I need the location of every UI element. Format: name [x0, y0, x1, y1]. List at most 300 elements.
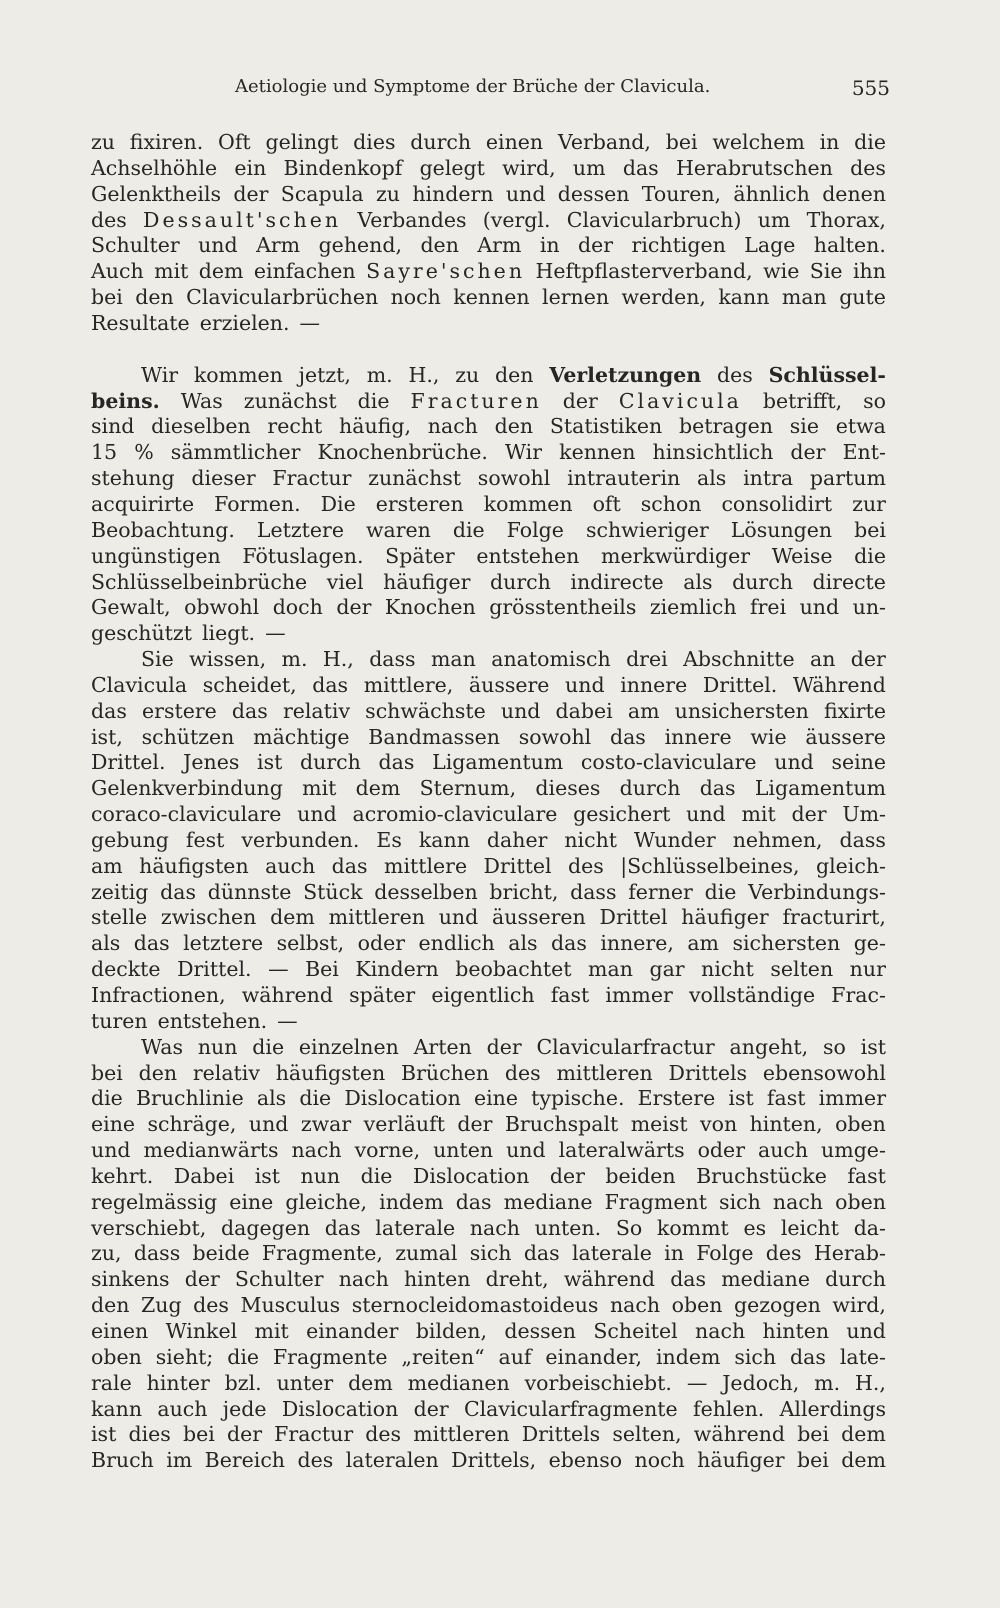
- word: m.: [366, 362, 393, 387]
- word: häufig,: [339, 414, 411, 439]
- word: kommen: [193, 362, 283, 387]
- word: Knochenbrüche.: [317, 440, 488, 465]
- word: Bruch: [91, 1448, 154, 1473]
- text-line: [91, 750, 886, 776]
- word: hinter: [146, 1370, 210, 1395]
- word: äusseren: [492, 905, 586, 930]
- word: dreht,: [485, 1267, 549, 1292]
- word: jede: [222, 1396, 267, 1421]
- word: sich: [719, 1189, 761, 1214]
- word: nicht: [564, 827, 618, 852]
- word: zu: [91, 130, 116, 154]
- word: die: [704, 879, 737, 904]
- word: zeitig: [91, 879, 149, 904]
- word: gute: [839, 285, 886, 310]
- word: Schlüsselbeinbrüche: [91, 569, 308, 594]
- word: Bruchlinie: [135, 1086, 244, 1111]
- word: Oft: [218, 130, 251, 154]
- word: schwächste: [365, 698, 486, 723]
- text-line: [91, 1086, 886, 1112]
- word: obwohl: [184, 595, 260, 620]
- word: mit: [154, 259, 189, 284]
- word: oder: [697, 1138, 745, 1163]
- word: daher: [486, 827, 548, 852]
- word: sinkens: [91, 1267, 170, 1292]
- word: als: [683, 569, 713, 594]
- word: werden,: [621, 285, 706, 310]
- word: Sayre'schen: [366, 259, 526, 284]
- word: verschiebt,: [91, 1215, 207, 1240]
- word: dieses: [535, 776, 601, 801]
- word: und: [500, 698, 541, 723]
- word: Beobachtung.: [91, 517, 235, 542]
- word: am: [91, 853, 123, 878]
- word: dass: [839, 827, 886, 852]
- word: H.,: [855, 1370, 886, 1395]
- word: beobachtet: [455, 957, 572, 982]
- word: Dislocation: [344, 1086, 461, 1111]
- word: innere: [620, 672, 688, 697]
- word: ähnlich: [733, 181, 810, 206]
- word: gar: [649, 957, 685, 982]
- word: halten.: [813, 233, 886, 258]
- word: Erstere: [637, 1086, 716, 1111]
- word: der: [850, 647, 886, 672]
- word: von: [700, 1112, 738, 1137]
- word: kann: [418, 827, 470, 852]
- word: eine: [229, 1189, 274, 1214]
- word: Schulter: [91, 233, 180, 258]
- word: Fractur: [274, 1422, 354, 1447]
- word: vorbeischiebt.: [524, 1370, 672, 1395]
- word: und: [799, 595, 840, 620]
- word: der: [184, 1267, 220, 1292]
- word: und: [91, 1138, 131, 1163]
- word: hindern: [412, 181, 494, 206]
- text-line: [91, 337, 886, 363]
- word: Wunder: [634, 827, 716, 852]
- word: ist: [91, 1422, 117, 1447]
- word: m.: [814, 1370, 841, 1395]
- word: dieser: [191, 466, 256, 491]
- word: desselben: [374, 879, 478, 904]
- word: das: [622, 155, 659, 180]
- text-line: [91, 854, 886, 880]
- word: Achselhöhle: [91, 155, 218, 180]
- word: Bandmassen: [368, 724, 500, 749]
- word: die: [357, 388, 390, 413]
- word: unter: [276, 1370, 334, 1395]
- word: des: [765, 1241, 802, 1266]
- word: und: [846, 1318, 886, 1343]
- word: Dessault'schen: [143, 207, 342, 232]
- word: das: [312, 672, 349, 697]
- word: Drittel: [599, 905, 668, 930]
- word: sich: [469, 1241, 512, 1266]
- word: durch: [410, 130, 472, 154]
- text-line: [91, 957, 886, 983]
- word: doch: [272, 595, 323, 620]
- text-line: [91, 389, 886, 415]
- text-line: [91, 647, 886, 673]
- word: mächtige: [253, 724, 350, 749]
- word: anatomisch: [491, 647, 611, 672]
- word: Allerdings: [779, 1396, 886, 1421]
- word: die: [854, 543, 886, 568]
- running-title: Aetiologie und Symptome der Brüche der Clavicula.: [235, 76, 711, 97]
- word: Arm: [256, 233, 301, 258]
- text-line: [91, 1293, 886, 1319]
- word: bei: [182, 1422, 215, 1447]
- word: denen: [822, 181, 886, 206]
- word: der: [549, 1163, 585, 1188]
- text-line: [91, 725, 886, 751]
- word: und: [198, 233, 238, 258]
- word: angeht,: [729, 1034, 809, 1059]
- word: gehend,: [318, 233, 402, 258]
- word: sämmtlicher: [170, 440, 301, 465]
- word: das: [324, 1215, 361, 1240]
- word: dem: [198, 259, 244, 284]
- word: der: [578, 233, 614, 258]
- word: Herab-: [813, 1241, 886, 1266]
- text-line: [91, 828, 886, 854]
- word: nach: [772, 1189, 824, 1214]
- word: des: [504, 1060, 541, 1085]
- text-line: [91, 673, 886, 699]
- word: indem: [379, 1189, 444, 1214]
- word: immer: [818, 1086, 886, 1111]
- word: zu: [455, 362, 480, 387]
- word: kann: [91, 1396, 143, 1421]
- word: Arten: [413, 1034, 472, 1059]
- text-line: [91, 1448, 886, 1474]
- word: auch: [757, 1138, 809, 1163]
- word: %: [134, 440, 154, 465]
- word: Verbandes: [357, 207, 467, 232]
- word: Wir: [504, 440, 543, 465]
- word: so: [863, 388, 886, 413]
- word: mediane: [721, 1267, 811, 1292]
- word: bzl.: [224, 1370, 262, 1395]
- word: leicht: [780, 1215, 839, 1240]
- word: oben: [835, 1189, 886, 1214]
- word: als: [91, 931, 121, 956]
- word: sowohl: [518, 724, 592, 749]
- word: Um-: [842, 802, 886, 827]
- word: costo-claviculare: [580, 750, 757, 775]
- word: häufigsten: [139, 853, 249, 878]
- word: Infractionen,: [91, 983, 226, 1007]
- word: Clavicularbrüchen: [186, 285, 379, 310]
- text-line: [91, 570, 886, 596]
- word: —: [265, 621, 286, 646]
- word: mittleren: [328, 905, 425, 930]
- word: Scheitel: [593, 1318, 678, 1343]
- word: Ligamentum: [754, 776, 886, 801]
- word: Drittel.: [91, 750, 166, 775]
- word: die: [91, 1086, 123, 1111]
- word: fracturirt,: [782, 905, 886, 930]
- word: Bruchstücke: [696, 1163, 827, 1188]
- word: als: [697, 466, 727, 491]
- word: drei: [626, 647, 668, 672]
- word: fest: [185, 827, 225, 852]
- word: in: [539, 233, 560, 258]
- word: die: [227, 1344, 260, 1369]
- word: hinten: [762, 1318, 830, 1343]
- text-line: [91, 1319, 886, 1345]
- text-line: [91, 311, 886, 337]
- word: am: [627, 698, 660, 723]
- word: laterale: [571, 1241, 652, 1266]
- text-line: [91, 208, 886, 234]
- text-line: [91, 1216, 886, 1242]
- word: wissen,: [189, 647, 267, 672]
- word: Herabrutschen: [675, 155, 833, 180]
- word: ist,: [91, 724, 123, 749]
- word: nicht: [701, 957, 754, 982]
- word: Fragmente,: [261, 1241, 383, 1266]
- word: und: [248, 1112, 289, 1137]
- word: Touren,: [641, 181, 722, 206]
- text-line: [91, 802, 886, 828]
- word: erstere: [142, 698, 217, 723]
- word: sich: [734, 1344, 777, 1369]
- text-line: [91, 259, 886, 285]
- word: Formen.: [214, 491, 301, 516]
- word: Weise: [771, 543, 833, 568]
- word: innere: [664, 724, 732, 749]
- word: Brüchen: [401, 1060, 490, 1085]
- word: kennen: [453, 285, 530, 310]
- word: Verband,: [557, 130, 651, 154]
- word: coraco-claviculare: [91, 802, 282, 827]
- word: eigentlich: [431, 983, 535, 1007]
- word: liegt.: [201, 621, 256, 646]
- word: schräge,: [147, 1112, 237, 1137]
- word: Schulter: [234, 1267, 324, 1292]
- word: innere,: [600, 931, 674, 956]
- word: das: [699, 776, 736, 801]
- word: mittlere: [384, 853, 468, 878]
- text-line: [91, 1267, 886, 1293]
- word: ist: [860, 1034, 886, 1059]
- text-line: [91, 156, 886, 182]
- word: schon: [640, 491, 702, 516]
- word: (vergl.: [482, 207, 551, 232]
- word: kommen: [483, 491, 573, 516]
- word: dies: [128, 1422, 171, 1447]
- word: —: [299, 310, 321, 335]
- word: einzelnen: [298, 1034, 399, 1059]
- text-line: [91, 466, 886, 492]
- word: der: [486, 1034, 522, 1059]
- word: zur: [852, 491, 886, 516]
- text-line: [91, 1371, 886, 1397]
- word: das: [133, 931, 170, 956]
- word: Dislocation: [281, 1396, 399, 1421]
- word: der: [791, 802, 827, 827]
- word: scheidet,: [202, 672, 297, 697]
- word: Folge: [696, 1241, 754, 1266]
- word: der: [226, 1422, 263, 1447]
- word: zu: [375, 181, 400, 206]
- word: den: [135, 285, 174, 310]
- word: äussere: [805, 724, 886, 749]
- word: zunächst: [368, 466, 462, 491]
- word: und: [565, 672, 605, 697]
- text-line: [91, 1345, 886, 1371]
- word: ihn: [852, 259, 886, 284]
- word: Lage: [744, 233, 796, 258]
- word: so: [822, 1034, 846, 1059]
- word: Drittel.: [177, 957, 252, 982]
- word: Bei: [305, 957, 339, 982]
- word: Sie: [141, 647, 174, 672]
- word: —: [277, 1008, 298, 1033]
- word: sowohl: [477, 466, 551, 491]
- word: ferner: [628, 879, 693, 904]
- word: directe: [812, 569, 886, 594]
- word: der: [457, 1112, 493, 1137]
- word: Gewalt,: [91, 595, 171, 620]
- word: häufiger: [383, 569, 471, 594]
- word: oft: [592, 491, 621, 516]
- word: in: [819, 130, 840, 154]
- word: stehung: [91, 466, 175, 491]
- word: einfachen: [253, 259, 356, 284]
- word: das: [455, 1189, 492, 1214]
- word: Stück: [303, 879, 363, 904]
- word: die: [854, 130, 886, 154]
- word: fehlen.: [692, 1396, 765, 1421]
- word: Heftpflasterverband,: [535, 259, 753, 284]
- word: Jenes: [183, 750, 240, 775]
- body-text: [91, 130, 886, 1474]
- word: Ligamentum: [432, 750, 564, 775]
- word: Auch: [91, 259, 144, 284]
- word: bricht,: [489, 879, 559, 904]
- word: dem: [841, 1448, 886, 1473]
- word: dem: [355, 776, 401, 801]
- word: des: [91, 207, 127, 232]
- word: Clavicula: [618, 388, 742, 413]
- word: sieht;: [155, 1344, 214, 1369]
- word: dem: [348, 1370, 393, 1395]
- word: im: [166, 1448, 193, 1473]
- word: Sternum,: [419, 776, 517, 801]
- word: hinsichtlich: [652, 440, 774, 465]
- word: durch: [619, 776, 681, 801]
- word: Resultate: [91, 310, 190, 335]
- word: Zug: [141, 1293, 182, 1318]
- word: Clavicularbruch): [566, 207, 742, 232]
- word: dieselben: [151, 414, 251, 439]
- word: das: [523, 1241, 560, 1266]
- word: Fragmente: [272, 1344, 388, 1369]
- word: selten: [770, 957, 834, 982]
- word: meist: [630, 1112, 688, 1137]
- word: des: [297, 1448, 334, 1473]
- word: äussere: [468, 672, 550, 697]
- word: nur: [849, 957, 886, 982]
- word: einen: [485, 130, 544, 154]
- word: man: [588, 957, 633, 982]
- word: des: [717, 362, 753, 387]
- word: unten: [433, 1138, 494, 1163]
- word: dass: [570, 879, 617, 904]
- word: Dabei: [173, 1163, 235, 1188]
- word: das: [550, 931, 587, 956]
- word: als: [508, 931, 538, 956]
- word: Verletzungen: [549, 362, 702, 387]
- word: lateralwärts: [558, 1138, 685, 1163]
- word: mediane: [503, 1189, 593, 1214]
- word: betragen: [679, 414, 773, 439]
- word: des: [365, 1422, 402, 1447]
- word: verläuft: [363, 1112, 445, 1137]
- word: das: [231, 698, 268, 723]
- word: erzielen.: [199, 310, 290, 335]
- word: oder: [357, 931, 406, 956]
- word: „reiten“: [401, 1344, 485, 1369]
- word: betrifft,: [762, 388, 843, 413]
- word: Während: [792, 672, 886, 697]
- word: Bruchspalt: [504, 1112, 619, 1137]
- word: H.,: [408, 362, 440, 387]
- word: mit: [302, 776, 337, 801]
- word: welchem: [712, 130, 805, 154]
- text-line: [91, 233, 886, 259]
- word: dem: [841, 1422, 886, 1447]
- text-line: [91, 931, 886, 957]
- word: die: [252, 1034, 285, 1059]
- word: Letztere: [256, 517, 344, 542]
- word: medianwärts: [143, 1138, 279, 1163]
- word: Arm: [477, 233, 522, 258]
- word: dass: [369, 647, 416, 672]
- word: nun: [197, 1034, 238, 1059]
- word: bei: [91, 285, 123, 310]
- word: dies: [353, 130, 396, 154]
- word: vollständige: [688, 983, 816, 1007]
- word: einander,: [545, 1344, 643, 1369]
- word: ge-: [853, 931, 886, 956]
- word: Sie: [809, 259, 843, 284]
- word: —: [268, 957, 289, 982]
- word: der: [336, 595, 372, 620]
- word: un-: [852, 595, 886, 620]
- word: bei: [796, 1448, 829, 1473]
- word: unten.: [534, 1215, 602, 1240]
- word: bilden,: [415, 1318, 488, 1343]
- word: Fragment: [604, 1189, 707, 1214]
- word: hinten,: [749, 1112, 823, 1137]
- word: Drittel.: [702, 672, 778, 697]
- word: hinten: [403, 1267, 471, 1292]
- word: durch: [490, 569, 551, 594]
- word: mittleren: [556, 1060, 653, 1085]
- word: kommt: [656, 1215, 729, 1240]
- word: Fracturen: [410, 388, 542, 413]
- word: entstehen.: [157, 1008, 268, 1033]
- word: Was: [141, 1034, 184, 1059]
- word: der: [233, 181, 269, 206]
- text-line: [91, 440, 886, 466]
- text-line: [91, 363, 886, 389]
- word: Folge: [506, 517, 564, 542]
